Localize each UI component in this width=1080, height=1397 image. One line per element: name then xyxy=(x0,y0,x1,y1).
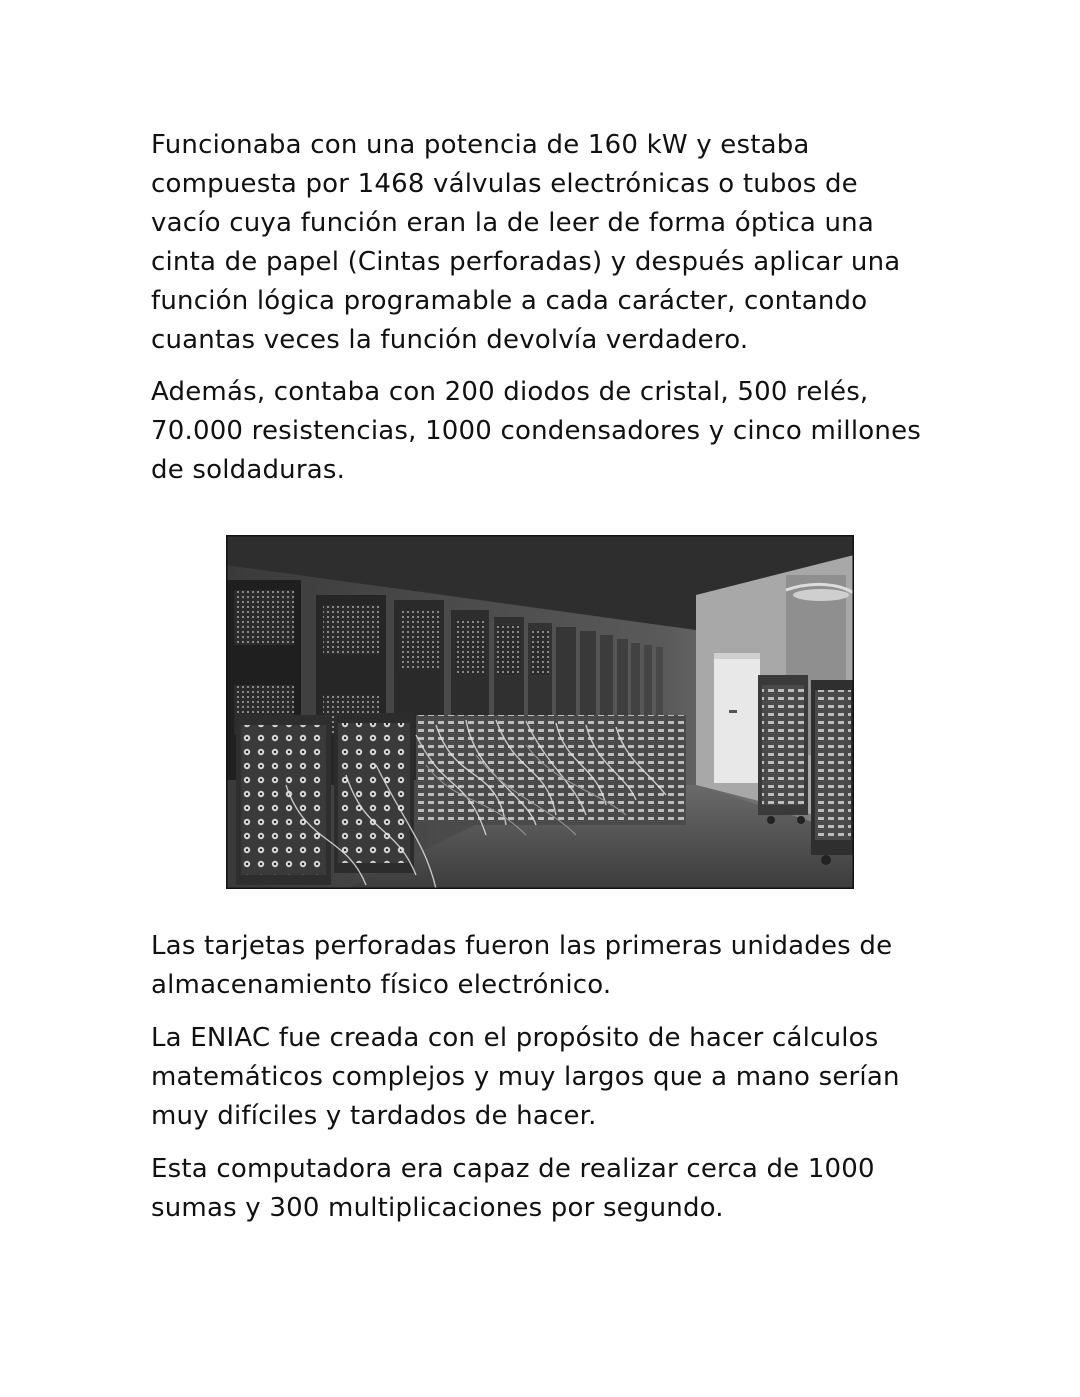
paragraph-performance: Esta computadora era capaz de realizar cerca de 1000 sumas y 300 multiplicaciones por segundo. xyxy=(151,1154,875,1223)
paragraph-power-and-tubes: Funcionaba con una potencia de 160 kW y estaba compuesta por 1468 válvulas electrónicas o tubos de vacío cuya función eran la de leer de forma óptica una cinta de papel (Cintas perforadas) y después aplicar una función lógica programable a cada carácter, contando cuantas veces la función devolvía verdadero. xyxy=(151,130,901,355)
paragraph-punched-cards: Las tarjetas perforadas fueron las primeras unidades de almacenamiento físico electrónico. xyxy=(151,931,893,1000)
paragraph-eniac-purpose: La ENIAC fue creada con el propósito de hacer cálculos matemáticos complejos y muy largos que a mano serían muy difíciles y tardados de hacer. xyxy=(151,1023,900,1131)
paragraph-components: Además, contaba con 200 diodos de cristal, 500 relés, 70.000 resistencias, 1000 condensadores y cinco millones de soldaduras. xyxy=(151,377,922,485)
eniac-photo xyxy=(226,535,854,889)
